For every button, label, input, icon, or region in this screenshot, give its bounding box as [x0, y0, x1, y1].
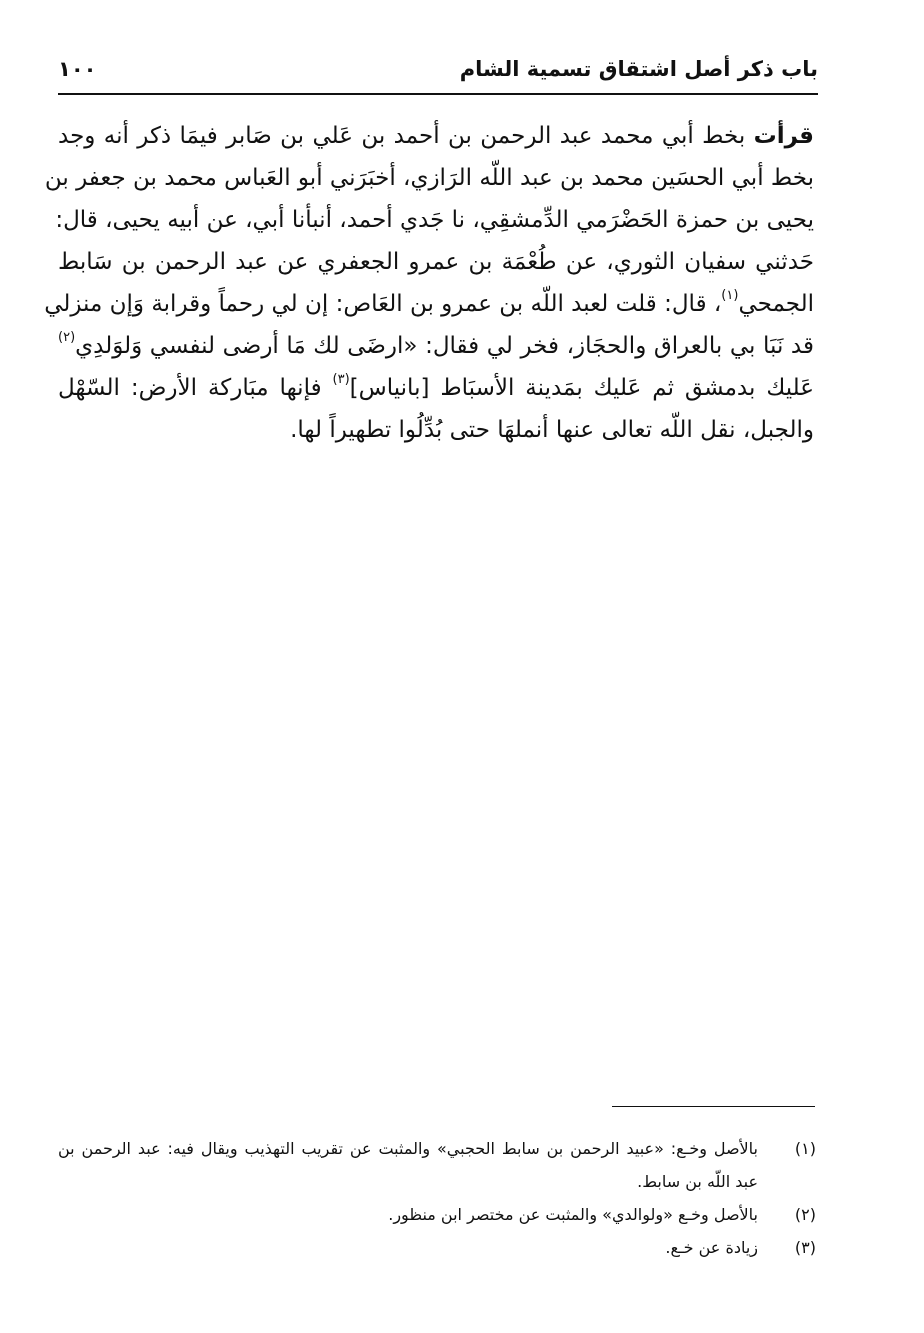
line-text: حَدثني سفيان الثوري، عن طُعْمَة بن عمرو الجعفري عن عبد الرحمن بن سَابط	[58, 249, 814, 275]
footnote-2	[58, 1198, 816, 1231]
footnote-separator	[612, 1106, 815, 1107]
line-text: ، قال: قلت لعبد اللّه بن عمرو بن العَاص: إن لي رحماً وقرابة وَإن منزلي	[44, 291, 722, 317]
main-text	[44, 115, 814, 451]
line-text: فإنها مبَاركة الأرض: السّهْل	[58, 375, 333, 401]
line-text: يحيى بن حمزة الحَضْرَمي الدِّمشقِي، نا جَدي أحمد، أنبأنا أبي، عن أبيه يحيى، قال:	[55, 207, 814, 233]
line-text: بخط أبي محمد عبد الرحمن بن أحمد بن عَلي بن صَابر فيمَا ذكر أنه وجد	[58, 123, 754, 149]
footnote-ref-1[interactable]: (١)	[721, 288, 739, 303]
text-line-7	[58, 367, 814, 409]
line-text: والجبل، نقل اللّه تعالى عنها أنملهَا حتى بُدِّلُوا تطهيراً لها.	[290, 417, 814, 443]
header-rule	[58, 93, 818, 95]
chapter-title: باب ذكر أصل اشتقاق تسمية الشام	[459, 57, 818, 81]
page-number: ١٠٠	[58, 57, 97, 81]
footnote-text: زيادة عن خـع.	[665, 1238, 758, 1257]
line-text: الجمحي	[738, 291, 814, 317]
footnote-number: (٢)	[794, 1205, 816, 1224]
line-text: عَليك بدمشق ثم عَليك بمَدينة الأسبَاط [بانياس]	[349, 375, 814, 401]
footnote-text: بالأصل وخـع: «عبيد الرحمن بن سابط الحجبي» والمثبت عن تقريب التهذيب ويقال فيه: عبد الرحمن بن عبد اللّه بن سابط.	[58, 1139, 758, 1191]
footnote-number: (٣)	[794, 1238, 816, 1257]
footnotes	[58, 1132, 816, 1264]
text-line-6	[58, 325, 814, 367]
footnote-ref-3[interactable]: (٣)	[332, 372, 350, 387]
footnote-1	[58, 1132, 816, 1198]
text-line-4	[58, 241, 814, 283]
running-header	[58, 55, 818, 91]
text-line-8	[58, 409, 814, 451]
footnote-number: (١)	[794, 1139, 816, 1158]
line-text: بخط أبي الحسَين محمد بن عبد اللّه الرَازي، أخبَرَني أبو العَباس محمد بن جعفر بن	[44, 165, 814, 191]
footnote-ref-2[interactable]: (٢)	[58, 330, 76, 345]
text-line-1	[58, 115, 814, 157]
line-text: قد نَبَا بي بالعراق والحجَاز، فخر لي فقال: «ارضَى لك مَا أرضى لنفسي وَلوَلدِي	[75, 333, 814, 359]
text-line-3	[55, 199, 814, 241]
text-line-5	[44, 283, 814, 325]
lead-word: قرأت	[753, 123, 814, 149]
footnote-text: بالأصل وخـع «ولوالدي» والمثبت عن مختصر ابن منظور.	[388, 1205, 758, 1224]
text-line-2	[44, 157, 814, 199]
footnote-3	[58, 1231, 816, 1264]
